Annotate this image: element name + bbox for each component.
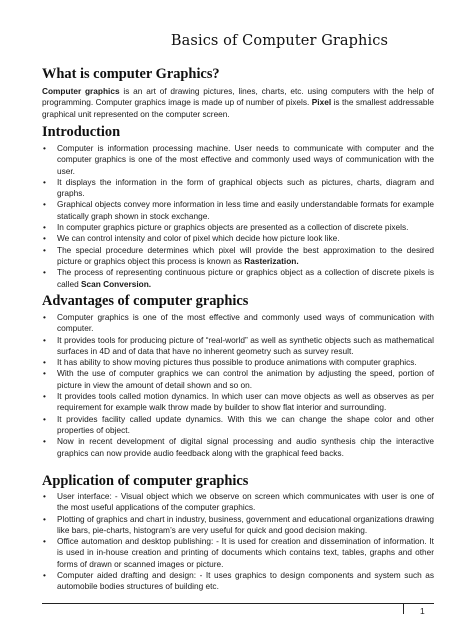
bullet-item — [42, 199, 434, 222]
document-title: Basics of Computer Graphics — [170, 33, 388, 49]
text-segment: User interface: - Visual object which we observe on screen which communicates with user is one of the most useful applications of the computer graphics. — [57, 491, 434, 513]
bullet-icon: • — [43, 436, 46, 447]
bold-term: Rasterization. — [244, 255, 299, 266]
bold-term: Scan Conversion. — [80, 278, 152, 289]
bullet-icon: • — [43, 413, 46, 424]
bullet-item — [42, 491, 434, 514]
bold-term: Pixel — [311, 97, 332, 108]
bullet-item — [42, 357, 434, 368]
bullet-item — [42, 245, 434, 268]
text-segment: It displays the information in the form of graphical objects such as pictures, charts, diagram and graphs. — [57, 176, 434, 199]
bullet-item — [42, 536, 434, 570]
text-segment: The process of representing continuous picture or graphics object as a collection of discrete pixels is called — [57, 267, 434, 289]
text-segment: We can control intensity and color of pixel which decide how picture look like. — [57, 233, 340, 244]
bullet-icon: • — [43, 199, 46, 210]
bullet-item — [42, 436, 434, 459]
text-segment: With the use of computer graphics we can control the animation by adjusting the speed, portion of picture in view the amount of detail shown and so on. — [57, 368, 434, 390]
bullet-icon: • — [43, 536, 46, 547]
text-segment: is the smallest addressable graphical unit represented on the computer screen. — [42, 97, 434, 119]
bullet-icon: • — [43, 513, 46, 524]
bullet-icon: • — [43, 368, 46, 379]
bullet-item — [42, 177, 434, 200]
text-segment: In computer graphics picture or graphics objects are presented as a collection of discrete pixels. — [57, 222, 409, 233]
text-segment: It has ability to show moving pictures thus possible to produce animations with computer graphics. — [57, 357, 417, 368]
bullet-icon: • — [43, 491, 46, 501]
text-segment: It provides tools for producing picture of “real-world” as well as synthetic objects such as mathematical surfaces in 4D and of data that have no inherent geometry such as survey result. — [57, 334, 434, 356]
footer-rule — [42, 603, 434, 604]
bullet-item — [42, 414, 434, 437]
bullet-item — [42, 267, 434, 290]
text-segment: Graphical objects convey more information in less time and easily understandable formats for example statically graph shown in stock exchange. — [57, 199, 434, 221]
text-segment: Office automation and desktop publishing: - It is used for creation and dissemination of information. It is used in in-house creation and printing of documents which contains text, tables, graphs and other forms of drawn or scanned images or picture. — [57, 536, 434, 569]
text-segment: The special procedure determines which pixel will provide the best approximation to the desired picture or graphics object this process is known as — [57, 244, 434, 266]
section-heading-what-is: What is computer Graphics? — [42, 66, 220, 82]
bullet-item — [42, 391, 434, 414]
bullet-icon: • — [43, 334, 46, 345]
text-segment: is an art of drawing pictures, lines, charts, etc. using computers with the help of programming. Computer graphics image is made up of number of pixels. — [42, 86, 434, 108]
text-segment: Computer is information processing machine. User needs to communicate with computer and the computer graphics is one of the most effective and commonly used ways of communication with the user. — [57, 143, 434, 176]
bullet-icon: • — [43, 176, 46, 187]
bullet-icon: • — [43, 143, 46, 153]
section-heading-advantages: Advantages of computer graphics — [42, 293, 249, 309]
bullet-icon: • — [43, 357, 46, 368]
bullet-item — [42, 335, 434, 358]
page-number: 1 — [420, 606, 425, 616]
text-segment: Computer graphics is one of the most effective and commonly used ways of communication with computer. — [57, 312, 434, 334]
text-segment: Now in recent development of digital signal processing and audio synthesis chip the interactive graphics can now provide audio feedback along with the graphical feed backs. — [57, 436, 434, 458]
bullet-icon: • — [43, 570, 46, 581]
introduction-list — [42, 143, 434, 290]
text-segment: Computer aided drafting and design: - It uses graphics to design components and system such as automobile bodies structures of building etc. — [57, 570, 434, 592]
bullet-icon: • — [43, 312, 46, 322]
advantages-list — [42, 312, 434, 459]
bullet-item — [42, 233, 434, 244]
bullet-item — [42, 514, 434, 537]
bullet-item — [42, 368, 434, 391]
bullet-icon: • — [43, 267, 46, 278]
text-segment: Plotting of graphics and chart in industry, business, government and educational organizations drawing like bars, pie-charts, histogram’s are very useful for quick and good decision making. — [57, 513, 434, 535]
bold-term: Computer graphics — [42, 86, 120, 96]
definition-paragraph — [42, 86, 434, 120]
bullet-item — [42, 143, 434, 177]
text-segment: It provides facility called update dynamics. With this we can change the shape color and other properties of object. — [57, 413, 434, 435]
application-list — [42, 491, 434, 593]
footer-divider-tick — [403, 603, 404, 614]
bullet-item — [42, 570, 434, 593]
section-heading-application: Application of computer graphics — [42, 473, 249, 489]
section-heading-introduction: Introduction — [42, 124, 121, 140]
bullet-item — [42, 312, 434, 335]
text-segment: It provides tools called motion dynamics. In which user can move objects as well as observes as per requirement for example walk throw made by builder to show flat interior and surrounding. — [57, 391, 434, 413]
bullet-icon: • — [43, 233, 46, 244]
bullet-item — [42, 222, 434, 233]
bullet-icon: • — [43, 391, 46, 402]
bullet-icon: • — [43, 244, 46, 255]
bullet-icon: • — [43, 222, 46, 233]
